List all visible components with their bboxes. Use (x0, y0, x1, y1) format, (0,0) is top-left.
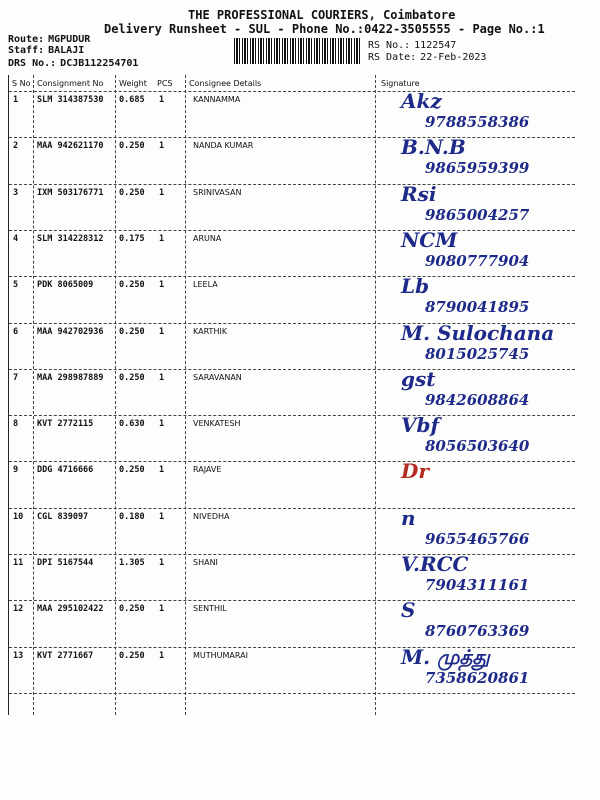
signature-mark: M. முத்து (401, 644, 490, 669)
table-row (9, 89, 575, 141)
row-consignee-name: MUTHUMARAI (193, 650, 248, 660)
row-consignee-name: NIVEDHA (193, 511, 230, 521)
row-divider (9, 369, 575, 370)
staff-line (8, 45, 84, 56)
row-consignment-no: MAA 942702936 (37, 326, 104, 337)
header-divider (9, 91, 575, 92)
row-pcs: 1 (159, 187, 165, 198)
row-pcs: 1 (159, 419, 165, 430)
row-weight: 0.685 (119, 95, 145, 105)
row-sno: 11 (13, 558, 24, 568)
route-value: MGPUDUR (48, 34, 91, 45)
route-line (8, 34, 90, 45)
table-row (9, 459, 575, 511)
row-divider (9, 554, 575, 555)
row-pcs: 1 (159, 233, 165, 244)
row-consignee-name: SRINIVASAN (193, 187, 242, 197)
header-weight: Weight (119, 79, 147, 88)
table-row (9, 320, 575, 373)
row-pcs: 1 (159, 465, 165, 476)
row-consignee-name: SENTHIL (193, 604, 227, 614)
table-row (9, 366, 575, 419)
row-sno: 13 (13, 650, 24, 661)
row-pcs: 1 (159, 141, 165, 152)
row-consignee-name: SARAVANAN (193, 372, 242, 382)
row-pcs: 1 (159, 372, 165, 383)
row-pcs: 1 (159, 650, 165, 661)
row-divider (9, 508, 575, 509)
signature-phone: 9655465766 (425, 529, 530, 548)
company-title: THE PROFESSIONAL COURIERS, Coimbatore (188, 8, 456, 22)
row-divider (9, 693, 575, 694)
signature-mark: V.RCC (401, 552, 469, 576)
signature-mark: M. Sulochana (401, 320, 555, 345)
rs-date-value: 22-Feb-2023 (420, 52, 487, 63)
signature-mark: Rsi (401, 181, 437, 206)
row-sno: 6 (13, 326, 19, 337)
signature-mark: Vbf (401, 413, 440, 438)
staff-value: BALAJI (48, 45, 85, 56)
signature-mark: Akz (401, 89, 442, 113)
row-consignment-no: MAA 298987889 (37, 372, 104, 383)
header-signature: Signature (381, 79, 420, 88)
row-weight: 0.250 (119, 187, 145, 198)
signature-phone: 9842608864 (425, 390, 530, 409)
rs-no-label: RS No.: (368, 40, 411, 51)
runsheet-table (8, 75, 575, 715)
row-divider (9, 461, 575, 462)
header-consignee: Consignee Details (189, 79, 262, 88)
row-weight: 0.250 (119, 280, 145, 291)
signature-mark: Dr (401, 459, 429, 484)
signature-phone: 7358620861 (425, 668, 530, 687)
signature-phone: 8790041895 (425, 298, 530, 317)
row-weight: 0.175 (119, 233, 145, 244)
signature-phone: 9788558386 (425, 113, 530, 131)
signature-phone: 8015025745 (425, 344, 530, 363)
row-consignment-no: KVT 2772115 (37, 419, 94, 430)
row-weight: 0.250 (119, 465, 145, 476)
signature-mark: Lb (401, 274, 430, 299)
row-divider (9, 184, 575, 185)
table-row (9, 505, 575, 558)
header-consignment: Consignment No (37, 79, 104, 88)
row-consignment-no: MAA 295102422 (37, 604, 104, 615)
row-sno: 4 (13, 233, 19, 244)
table-row (9, 227, 575, 280)
table-row (9, 552, 575, 604)
row-pcs: 1 (159, 558, 165, 568)
row-consignment-no: CGL 839097 (37, 511, 89, 522)
row-sno: 12 (13, 604, 24, 615)
signature-phone: 9080777904 (425, 251, 530, 270)
row-pcs: 1 (159, 511, 165, 522)
table-row (9, 644, 575, 697)
row-sno: 3 (13, 187, 19, 198)
row-sno: 2 (13, 141, 19, 152)
signature-mark: S (401, 598, 416, 623)
runsheet-subtitle: Delivery Runsheet - SUL - Phone No.:0422-3505555 - Page No.:1 (104, 22, 545, 36)
signature-mark: NCM (401, 227, 458, 252)
row-consignee-name: LEELA (193, 280, 218, 290)
row-sno: 7 (13, 372, 19, 383)
row-weight: 0.250 (119, 326, 145, 337)
row-divider (9, 137, 575, 138)
table-row (9, 274, 575, 326)
row-consignment-no: SLM 314228312 (37, 233, 104, 244)
header-pcs: PCS (157, 79, 173, 88)
row-pcs: 1 (159, 95, 165, 105)
row-consignee-name: ARUNA (193, 233, 222, 243)
signature-mark: B.N.B (401, 135, 466, 160)
table-row (9, 135, 575, 187)
row-consignee-name: SHANI (193, 558, 218, 567)
row-divider (9, 647, 575, 648)
table-row (9, 598, 575, 650)
row-pcs: 1 (159, 604, 165, 615)
row-weight: 0.250 (119, 141, 145, 152)
signature-phone: 9865004257 (425, 205, 530, 224)
row-consignee-name: KANNAMMA (193, 95, 241, 104)
row-sno: 8 (13, 419, 19, 430)
row-divider (9, 600, 575, 601)
row-consignment-no: SLM 314387530 (37, 95, 104, 105)
row-weight: 0.630 (119, 419, 145, 430)
row-consignment-no: IXM 503176771 (37, 187, 104, 198)
row-consignee-name: NANDA KUMAR (193, 141, 254, 151)
row-weight: 0.250 (119, 604, 145, 615)
row-consignment-no: MAA 942621170 (37, 141, 104, 152)
signature-phone: 8760763369 (425, 622, 530, 641)
staff-label: Staff: (8, 45, 45, 56)
drs-value: DCJB112254701 (60, 58, 139, 69)
route-label: Route: (8, 34, 45, 45)
rs-no-line (368, 40, 456, 51)
row-sno: 5 (13, 280, 19, 291)
signature-phone: 7904311161 (425, 576, 530, 594)
row-weight: 0.250 (119, 650, 145, 661)
row-sno: 9 (13, 465, 19, 476)
row-divider (9, 230, 575, 231)
row-pcs: 1 (159, 280, 165, 291)
rs-no-value: 1122547 (414, 40, 457, 51)
row-weight: 1.305 (119, 558, 145, 568)
row-sno: 1 (13, 95, 19, 105)
row-sno: 10 (13, 511, 24, 522)
signature-mark: n (401, 505, 416, 530)
row-consignment-no: KVT 2771667 (37, 650, 94, 661)
row-pcs: 1 (159, 326, 165, 337)
row-divider (9, 415, 575, 416)
row-consignee-name: VENKATESH (193, 419, 241, 429)
row-consignment-no: DPI 5167544 (37, 558, 94, 568)
row-consignment-no: DDG 4716666 (37, 465, 94, 476)
barcode (234, 38, 360, 64)
drs-line (8, 58, 138, 69)
signature-phone: 9865959399 (425, 159, 530, 178)
row-consignment-no: PDK 8065009 (37, 280, 94, 291)
drs-label: DRS No.: (8, 58, 57, 69)
row-weight: 0.250 (119, 372, 145, 383)
rs-date-label: RS Date: (368, 52, 417, 63)
header-sno: S No (12, 79, 31, 88)
table-row (9, 413, 575, 465)
signature-mark: gst (401, 366, 436, 391)
rs-date-line (368, 52, 486, 63)
row-weight: 0.180 (119, 511, 145, 522)
row-divider (9, 276, 575, 277)
signature-phone: 8056503640 (425, 437, 530, 456)
row-consignee-name: KARTHIK (193, 326, 228, 336)
table-row (9, 181, 575, 234)
row-consignee-name: RAJAVE (193, 465, 222, 475)
